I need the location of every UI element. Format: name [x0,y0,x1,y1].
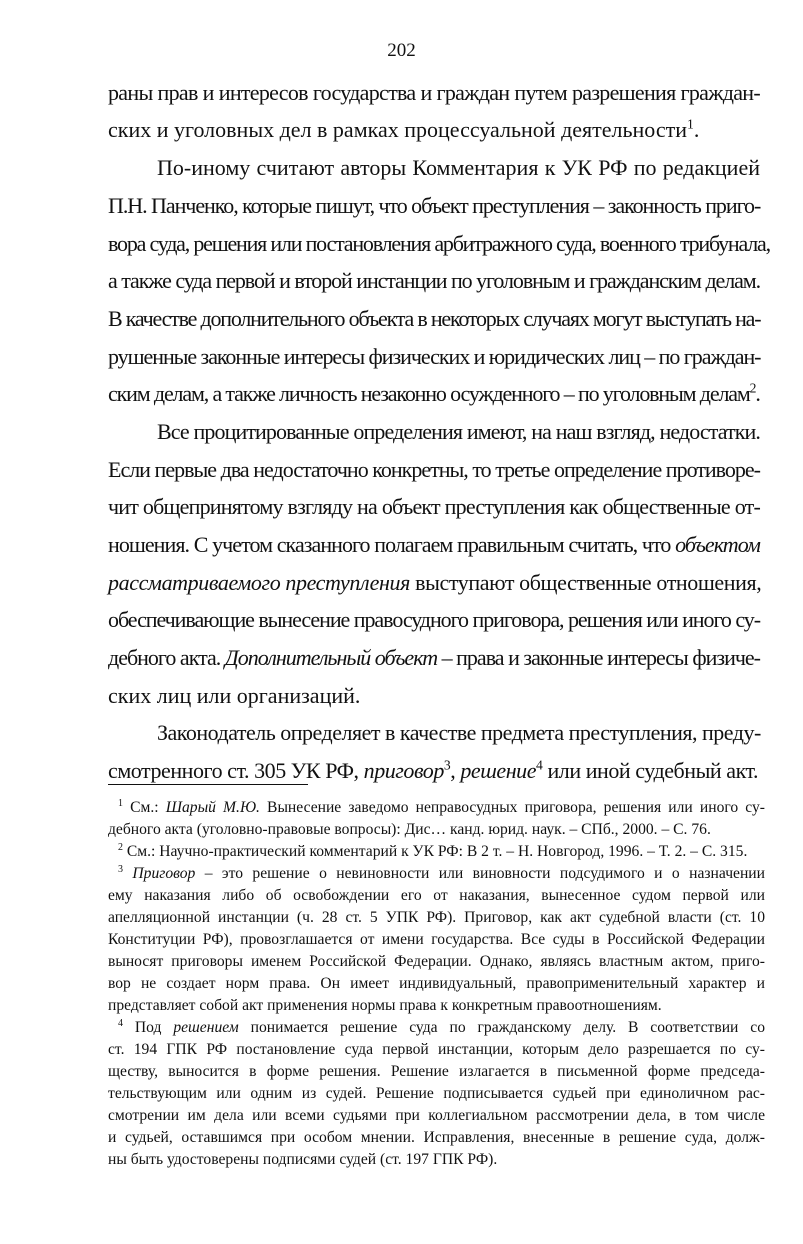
footnote-mark: 2 [118,841,123,853]
italic-run: решение [460,758,537,783]
body-line: чит общепринятому взгляду на объект преступления как общественные от- [108,494,760,519]
text-run: Под [122,1019,174,1036]
text-run: – права и законные интересы физиче- [437,645,760,670]
body-line: рушенные законные интересы физических и юридических лиц – по граждан- [108,344,761,369]
body-line [108,530,760,560]
body-line [108,568,760,598]
footnote-line: апелляционной инстанции (ч. 28 ст. 5 УПК РФ). Приговор, как акт судебной власти (ст. 10 [108,909,765,926]
footnote-line: ему наказания либо об освобождении его от наказания, вынесенное судом первой или [108,887,765,904]
footnote-ref: 2 [749,380,756,396]
body-line: ских лиц или организаций. [108,683,361,708]
footnote-line [118,841,765,863]
footnote-line: ст. 194 ГПК РФ постановление суда первой инстанции, которым дело разрешается по су- [108,1041,765,1058]
text-run: . [755,381,760,406]
text-run: дебного акта. [108,645,225,670]
text-run: , [450,758,461,783]
body-line: П.Н. Панченко, которые пишут, что объект преступления – законность приго- [108,193,761,218]
text-run: понимается решение суда по гражданскому делу. В соответствии со [238,1019,765,1036]
body-line: Законодатель определяет в качестве предмета преступления, преду- [157,720,761,745]
text-run: – это решение о невиновности или виновности подсудимого и о назначении [195,865,765,882]
body-line: обеспечивающие вынесение правосудного приговора, решения или иного су- [108,607,760,632]
body-line [108,643,760,673]
text-run: См.: [122,799,166,816]
text-run: Вынесение заведомо неправосудных приговора, решения или иного су- [259,799,766,816]
body-line: В качестве дополнительного объекта в некоторых случаях могут выступать на- [108,306,761,331]
text-run: или иной судебный акт. [542,758,759,783]
text-run: ских и уголовных дел в рамках процессуальной деятельности [108,117,688,142]
body-line: а также суда первой и второй инстанции по уголовным и гражданским делам. [108,268,760,293]
footnote-separator [108,784,308,785]
footnote-mark: 3 [118,863,123,875]
body-line [108,379,760,409]
body-line: Все процитированные определения имеют, на наш взгляд, недостатки. [157,419,760,444]
body-line: раны прав и интересов государства и граждан путем разрешения граждан- [108,80,760,105]
footnote-ref: 1 [687,116,694,132]
text-run: См.: Научно-практический комментарий к УК РФ: В 2 т. – Н. Новгород, 1996. – Т. 2. – С. 315. [122,843,748,860]
italic-run: Шарый М.Ю. [165,799,260,816]
footnote-line: вор не создает норм права. Он имеет индивидуальный, правоприменительный характер и [108,975,765,992]
footnote-line: тельствующим или одним из судей. Решение подписывается судьей при единоличном рас- [108,1085,765,1102]
body-line [108,115,760,145]
footnote-line [118,863,765,885]
italic-run: рассматриваемого преступления [108,570,410,595]
italic-run: Приговор [132,865,196,882]
footnote-line [118,1017,765,1039]
footnote-ref: 3 [443,757,451,773]
text-run: смотренного ст. 305 УК РФ, [108,758,364,783]
italic-run: Дополнительный объект [224,645,438,670]
footnote-line: дебного акта (уголовно-правовые вопросы): Дис… канд. юрид. наук. – СПб., 2000. – С. 76. [108,821,711,838]
text-run: . [693,117,700,142]
italic-run: объектом [675,532,760,557]
italic-run: решением [173,1019,239,1036]
footnote-line [118,797,765,819]
footnote-line: представляет собой акт применения нормы права к конкретным правоотношениям. [108,997,662,1014]
footnote-line: выносят приговоры именем Российской Федерации. Однако, являясь властным актом, приго- [108,953,765,970]
footnote-mark: 4 [118,1017,123,1029]
footnote-line: и судьей, оставшимся при особом мнении. Исправления, внесенные в решение суда, долж- [108,1129,765,1146]
footnote-line: ществу, выносится в форме решения. Решение излагается в письменной форме председа- [108,1063,765,1080]
footnote-ref: 4 [536,757,543,773]
italic-run: приговор [363,758,444,783]
footnote-line: Конституции РФ), провозглашается от имени государства. Все суды в Российской Федерации [108,931,765,948]
footnote-line: ны быть удостоверены подписями судей (ст. 197 ГПК РФ). [108,1151,498,1168]
page-number: 202 [387,40,416,61]
body-line [108,756,760,786]
footnote-line: смотрении им дела или всеми судьями при коллегиальном рассмотрении дела, в том числе [108,1107,765,1124]
text-run: выступают общественные отношения, [410,570,762,595]
footnote-mark: 1 [118,797,123,809]
text-run [123,865,132,882]
text-run: ским делам, а также личность незаконно осужденного – по уголовным делам [108,381,750,406]
body-line: вора суда, решения или постановления арбитражного суда, военного трибунала, [108,231,770,256]
body-line: Если первые два недостаточно конкретны, то третье определение противоре- [108,457,760,482]
body-line: По-иному считают авторы Комментария к УК РФ по редакцией [157,155,760,180]
text-run: ношения. С учетом сказанного полагаем правильным считать, что [108,532,676,557]
